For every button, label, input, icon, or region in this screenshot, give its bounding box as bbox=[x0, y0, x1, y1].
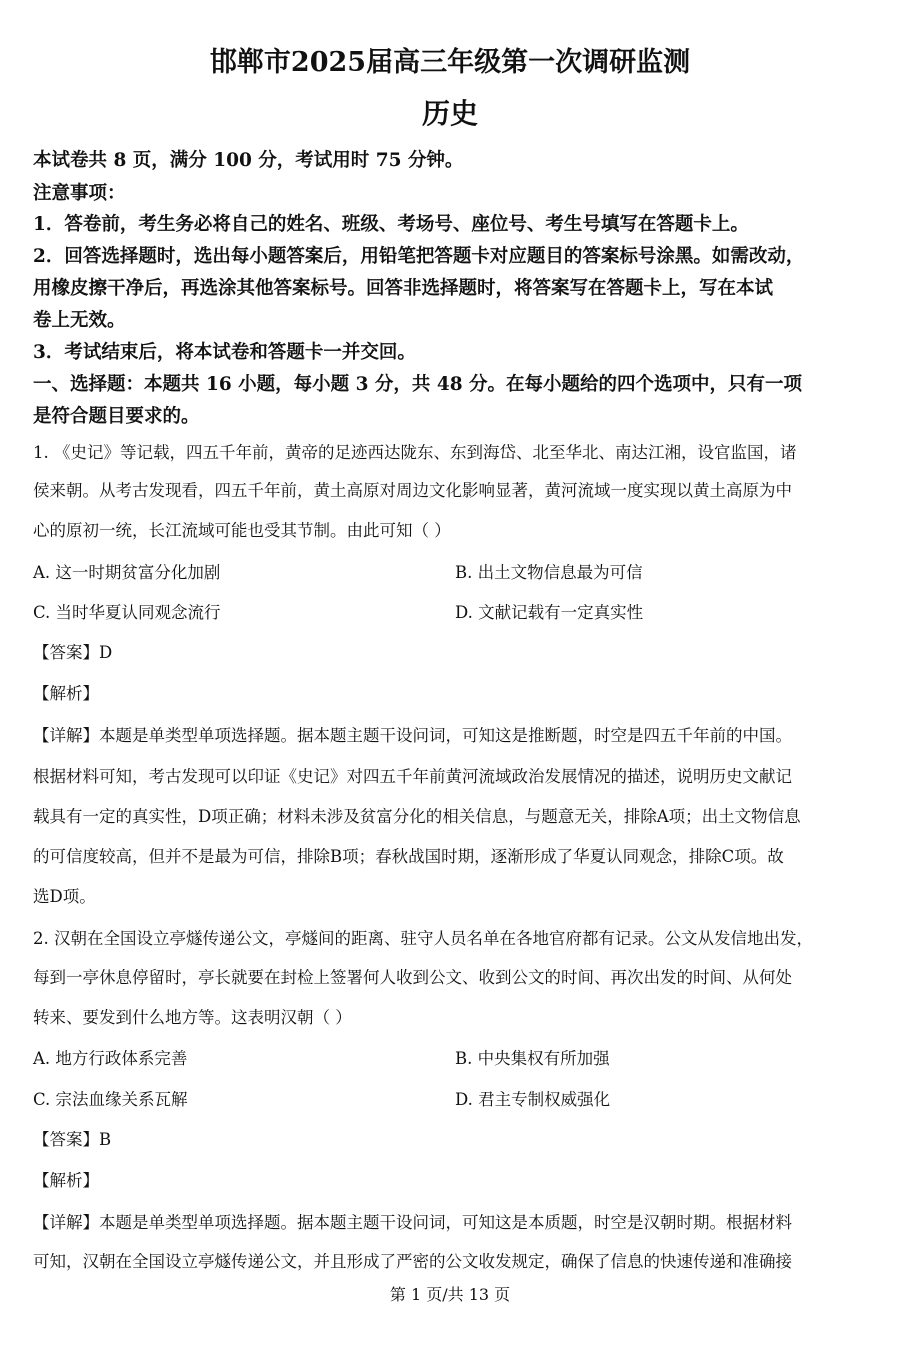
notice-item-1: 1．答卷前，考生务必将自己的姓名、班级、考场号、座位号、考生号填写在答题卡上。 bbox=[33, 214, 749, 235]
q2-stem-line-2: 每到一亭休息停留时，亭长就要在封检上签署何人收到公文、收到公文的时间、再次出发的时间、从何处 bbox=[33, 968, 792, 987]
notice-item-2-line-3: 卷上无效。 bbox=[33, 310, 126, 331]
q1-detail-line-3: 载具有一定的真实性，D项正确；材料未涉及贫富分化的相关信息，与题意无关，排除A项；出土文物信息 bbox=[33, 807, 801, 826]
section-heading-line-2: 是符合题目要求的。 bbox=[33, 406, 200, 427]
q1-option-c: C. 当时华夏认同观念流行 bbox=[33, 603, 221, 622]
subject-title: 历史 bbox=[421, 97, 478, 130]
section-heading-line-1: 一、选择题：本题共 16 小题，每小题 3 分，共 48 分。在每小题给的四个选项中，只有一项 bbox=[33, 374, 803, 395]
q1-answer: 【答案】D bbox=[33, 643, 113, 662]
exam-title: 邯郸市2025届高三年级第一次调研监测 bbox=[209, 47, 691, 78]
q2-answer: 【答案】B bbox=[33, 1130, 112, 1149]
notice-item-2-line-2: 用橡皮擦干净后，再选涂其他答案标号。回答非选择题时，将答案写在答题卡上，写在本试 bbox=[33, 278, 774, 299]
q1-stem-line-2: 侯来朝。从考古发现看，四五千年前，黄土高原对周边文化影响显著，黄河流域一度实现以黄土高原为中 bbox=[33, 481, 792, 500]
q2-option-a: A. 地方行政体系完善 bbox=[33, 1049, 188, 1068]
q2-stem-line-1: 2. 汉朝在全国设立亭燧传递公文，亭燧间的距离、驻守人员名单在各地官府都有记录。公文从发信地出发， bbox=[33, 929, 813, 948]
page-footer: 第 1 页/共 13 页 bbox=[389, 1285, 511, 1304]
q1-analysis-label: 【解析】 bbox=[33, 684, 99, 703]
q1-detail-line-4: 的可信度较高，但并不是最为可信，排除B项；春秋战国时期，逐渐形成了华夏认同观念，排除C项。故 bbox=[33, 847, 784, 866]
q2-option-b: B. 中央集权有所加强 bbox=[455, 1049, 610, 1068]
q1-detail-line-5: 选D项。 bbox=[33, 887, 96, 906]
q2-detail-line-1: 【详解】本题是单类型单项选择题。据本题主题干设问词，可知这是本质题，时空是汉朝时期。根据材料 bbox=[33, 1213, 792, 1232]
notice-heading: 注意事项： bbox=[33, 183, 126, 204]
q2-option-c: C. 宗法血缘关系瓦解 bbox=[33, 1090, 188, 1109]
intro-text: 本试卷共 8 页，满分 100 分，考试用时 75 分钟。 bbox=[33, 150, 464, 171]
notice-item-2-line-1: 2．回答选择题时，选出每小题答案后，用铅笔把答题卡对应题目的答案标号涂黑。如需改动， bbox=[33, 246, 805, 267]
q2-detail-line-2: 可知，汉朝在全国设立亭燧传递公文，并且形成了严密的公文收发规定，确保了信息的快速传递和准确接 bbox=[33, 1252, 792, 1271]
q1-option-d: D. 文献记载有一定真实性 bbox=[455, 603, 644, 622]
q1-detail-line-2: 根据材料可知，考古发现可以印证《史记》对四五千年前黄河流域政治发展情况的描述，说明历史文献记 bbox=[33, 767, 792, 786]
q1-stem-line-1: 1. 《史记》等记载，四五千年前，黄帝的足迹西达陇东、东到海岱、北至华北、南达江湘，设官监国，诸 bbox=[33, 443, 797, 462]
q2-option-d: D. 君主专制权威强化 bbox=[455, 1090, 611, 1109]
q2-stem-line-3: 转来、要发到什么地方等。这表明汉朝（ ） bbox=[33, 1008, 352, 1027]
q1-option-b: B. 出土文物信息最为可信 bbox=[455, 563, 643, 582]
q1-detail-line-1: 【详解】本题是单类型单项选择题。据本题主题干设问词，可知这是推断题，时空是四五千年前的中国。 bbox=[33, 726, 792, 745]
q2-analysis-label: 【解析】 bbox=[33, 1171, 99, 1190]
q1-option-a: A. 这一时期贫富分化加剧 bbox=[33, 563, 221, 582]
q1-stem-line-3: 心的原初一统，长江流域可能也受其节制。由此可知（ ） bbox=[33, 521, 451, 540]
notice-item-3: 3．考试结束后，将本试卷和答题卡一并交回。 bbox=[33, 342, 416, 363]
